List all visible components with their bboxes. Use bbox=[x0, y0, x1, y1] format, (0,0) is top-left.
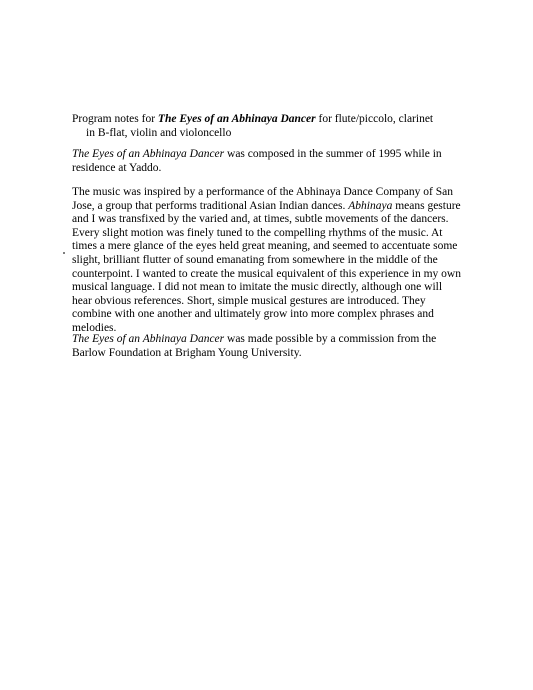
program-notes-heading bbox=[72, 112, 472, 140]
heading-prefix: Program notes for bbox=[72, 113, 158, 125]
heading-work-title: The Eyes of an Abhinaya Dancer bbox=[157, 113, 316, 125]
heading-instrumentation: for flute/piccolo, clarinet bbox=[315, 113, 434, 125]
composition-paragraph bbox=[72, 148, 464, 175]
paragraph2-text-after: means gesture and I was transfixed by the varied and, at times, subtle movements of the dancers. Every slight motion was finely tuned to the compelling rhythms of the music. At times a mere glance of the eyes held great meaning, and seemed to accentuate some slight, brilliant flutter of sound emanating from somewhere in the middle of the counterpoint. I wanted to create the musical equivalent of this experience in my own musical language. I did not mean to imitate the music directly, although one will hear obvious references. Short, simple musical gestures are introduced. They combine with one another and ultimately grow into more complex phrases and melodies. bbox=[72, 199, 461, 334]
commission-paragraph bbox=[72, 333, 464, 360]
paragraph1-work-title: The Eyes of an Abhinaya Dancer bbox=[72, 148, 225, 160]
paragraph1-text: was composed in the summer of 1995 while in residence at Yaddo. bbox=[72, 148, 442, 174]
paragraph3-text: was made possible by a commission from the Barlow Foundation at Brigham Young University. bbox=[72, 333, 437, 359]
margin-mark bbox=[63, 252, 65, 254]
heading-instrumentation-continued: in B-flat, violin and violoncello bbox=[86, 127, 232, 139]
inspiration-paragraph bbox=[72, 186, 464, 336]
paragraph2-abhinaya-term: Abhinaya bbox=[348, 199, 393, 212]
paragraph3-work-title: The Eyes of an Abhinaya Dancer bbox=[72, 333, 225, 345]
paragraph2-text-before: The music was inspired by a performance of the Abhinaya Dance Company of San Jose, a group that performs traditional Asian Indian dances. bbox=[72, 186, 453, 212]
